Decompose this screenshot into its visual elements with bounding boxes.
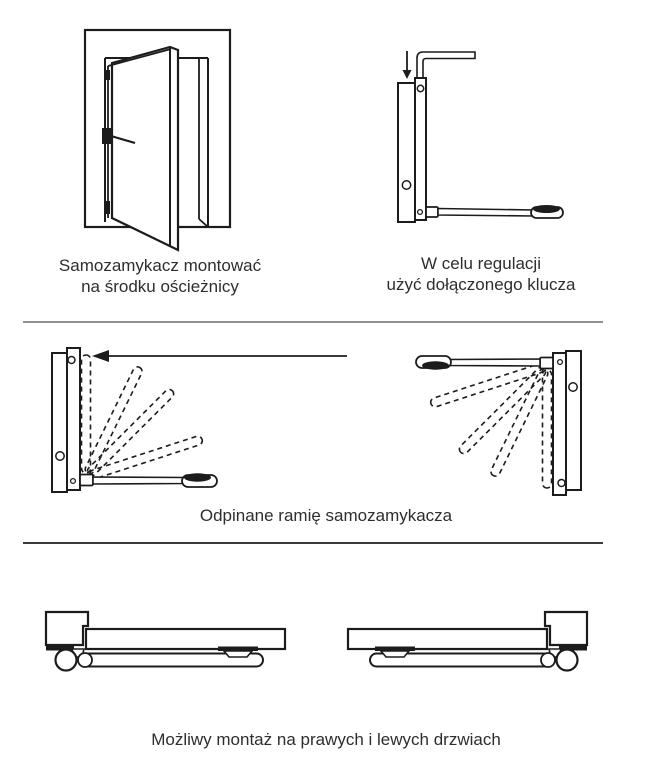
arm-joint — [78, 653, 92, 667]
divider-line-top — [23, 321, 603, 323]
arm-connector — [426, 207, 438, 217]
closer-mount-plate — [52, 353, 67, 492]
frame-profile — [545, 612, 587, 645]
hex-key-adjustment-diagram — [395, 45, 575, 225]
hinge-bottom-icon — [105, 201, 111, 214]
closer-position-block — [102, 128, 111, 144]
left-arrow-icon — [85, 348, 355, 364]
caption-mounting-line2: na środku ościeżnicy — [81, 277, 239, 296]
closer-body — [553, 353, 566, 495]
hinge-top-icon — [105, 70, 111, 80]
closer-mount-plate — [566, 351, 581, 490]
caption-adjustment-line2: użyć dołączonego klucza — [386, 275, 576, 294]
door-top-view-right — [346, 610, 591, 672]
pivot-ball — [56, 650, 77, 671]
closer-body — [67, 348, 80, 490]
arm-connector — [80, 475, 93, 486]
arm-swing-diagram-left — [48, 346, 223, 496]
closer-body — [415, 78, 426, 220]
jamb-reveal-slant — [199, 219, 208, 227]
closer-arm — [438, 209, 533, 217]
hex-key-icon — [417, 52, 475, 78]
down-arrow-head — [403, 70, 412, 79]
caption-arm — [121, 505, 531, 526]
caption-arm-text: Odpinane ramię samozamykacza — [199, 506, 453, 525]
dashed-arm-positions — [82, 355, 204, 480]
frame-profile — [46, 612, 88, 645]
pivot-ball — [557, 650, 578, 671]
caption-adjustment-line1: W celu regulacji — [421, 254, 541, 273]
dashed-arm-positions — [430, 363, 552, 488]
closer-arm — [93, 477, 186, 484]
arm-foot-pad — [184, 473, 211, 481]
caption-doors — [76, 729, 576, 750]
arm-foot-pad — [422, 361, 449, 369]
arm-foot-pad — [533, 205, 560, 213]
door-leaf-top-view — [348, 629, 547, 649]
caption-doors-text: Możliwy montaż na prawych i lewych drzwiach — [151, 730, 501, 749]
arm-swing-diagram-right — [410, 347, 585, 497]
closer-mount-plate — [398, 83, 415, 222]
closer-arm — [447, 359, 540, 366]
door-leaf — [112, 47, 178, 250]
caption-mounting — [35, 255, 285, 297]
door-leaf-top-view — [86, 629, 285, 649]
divider-line-bottom — [23, 542, 603, 544]
arm-connector — [540, 358, 553, 369]
door-frame-diagram — [75, 18, 240, 258]
caption-mounting-line1: Samozamykacz montować — [58, 256, 262, 275]
arm-joint — [541, 653, 555, 667]
door-top-view-left — [42, 610, 287, 672]
closer-body-block — [224, 651, 252, 657]
caption-adjustment — [361, 253, 601, 295]
closer-body-block — [381, 651, 409, 657]
